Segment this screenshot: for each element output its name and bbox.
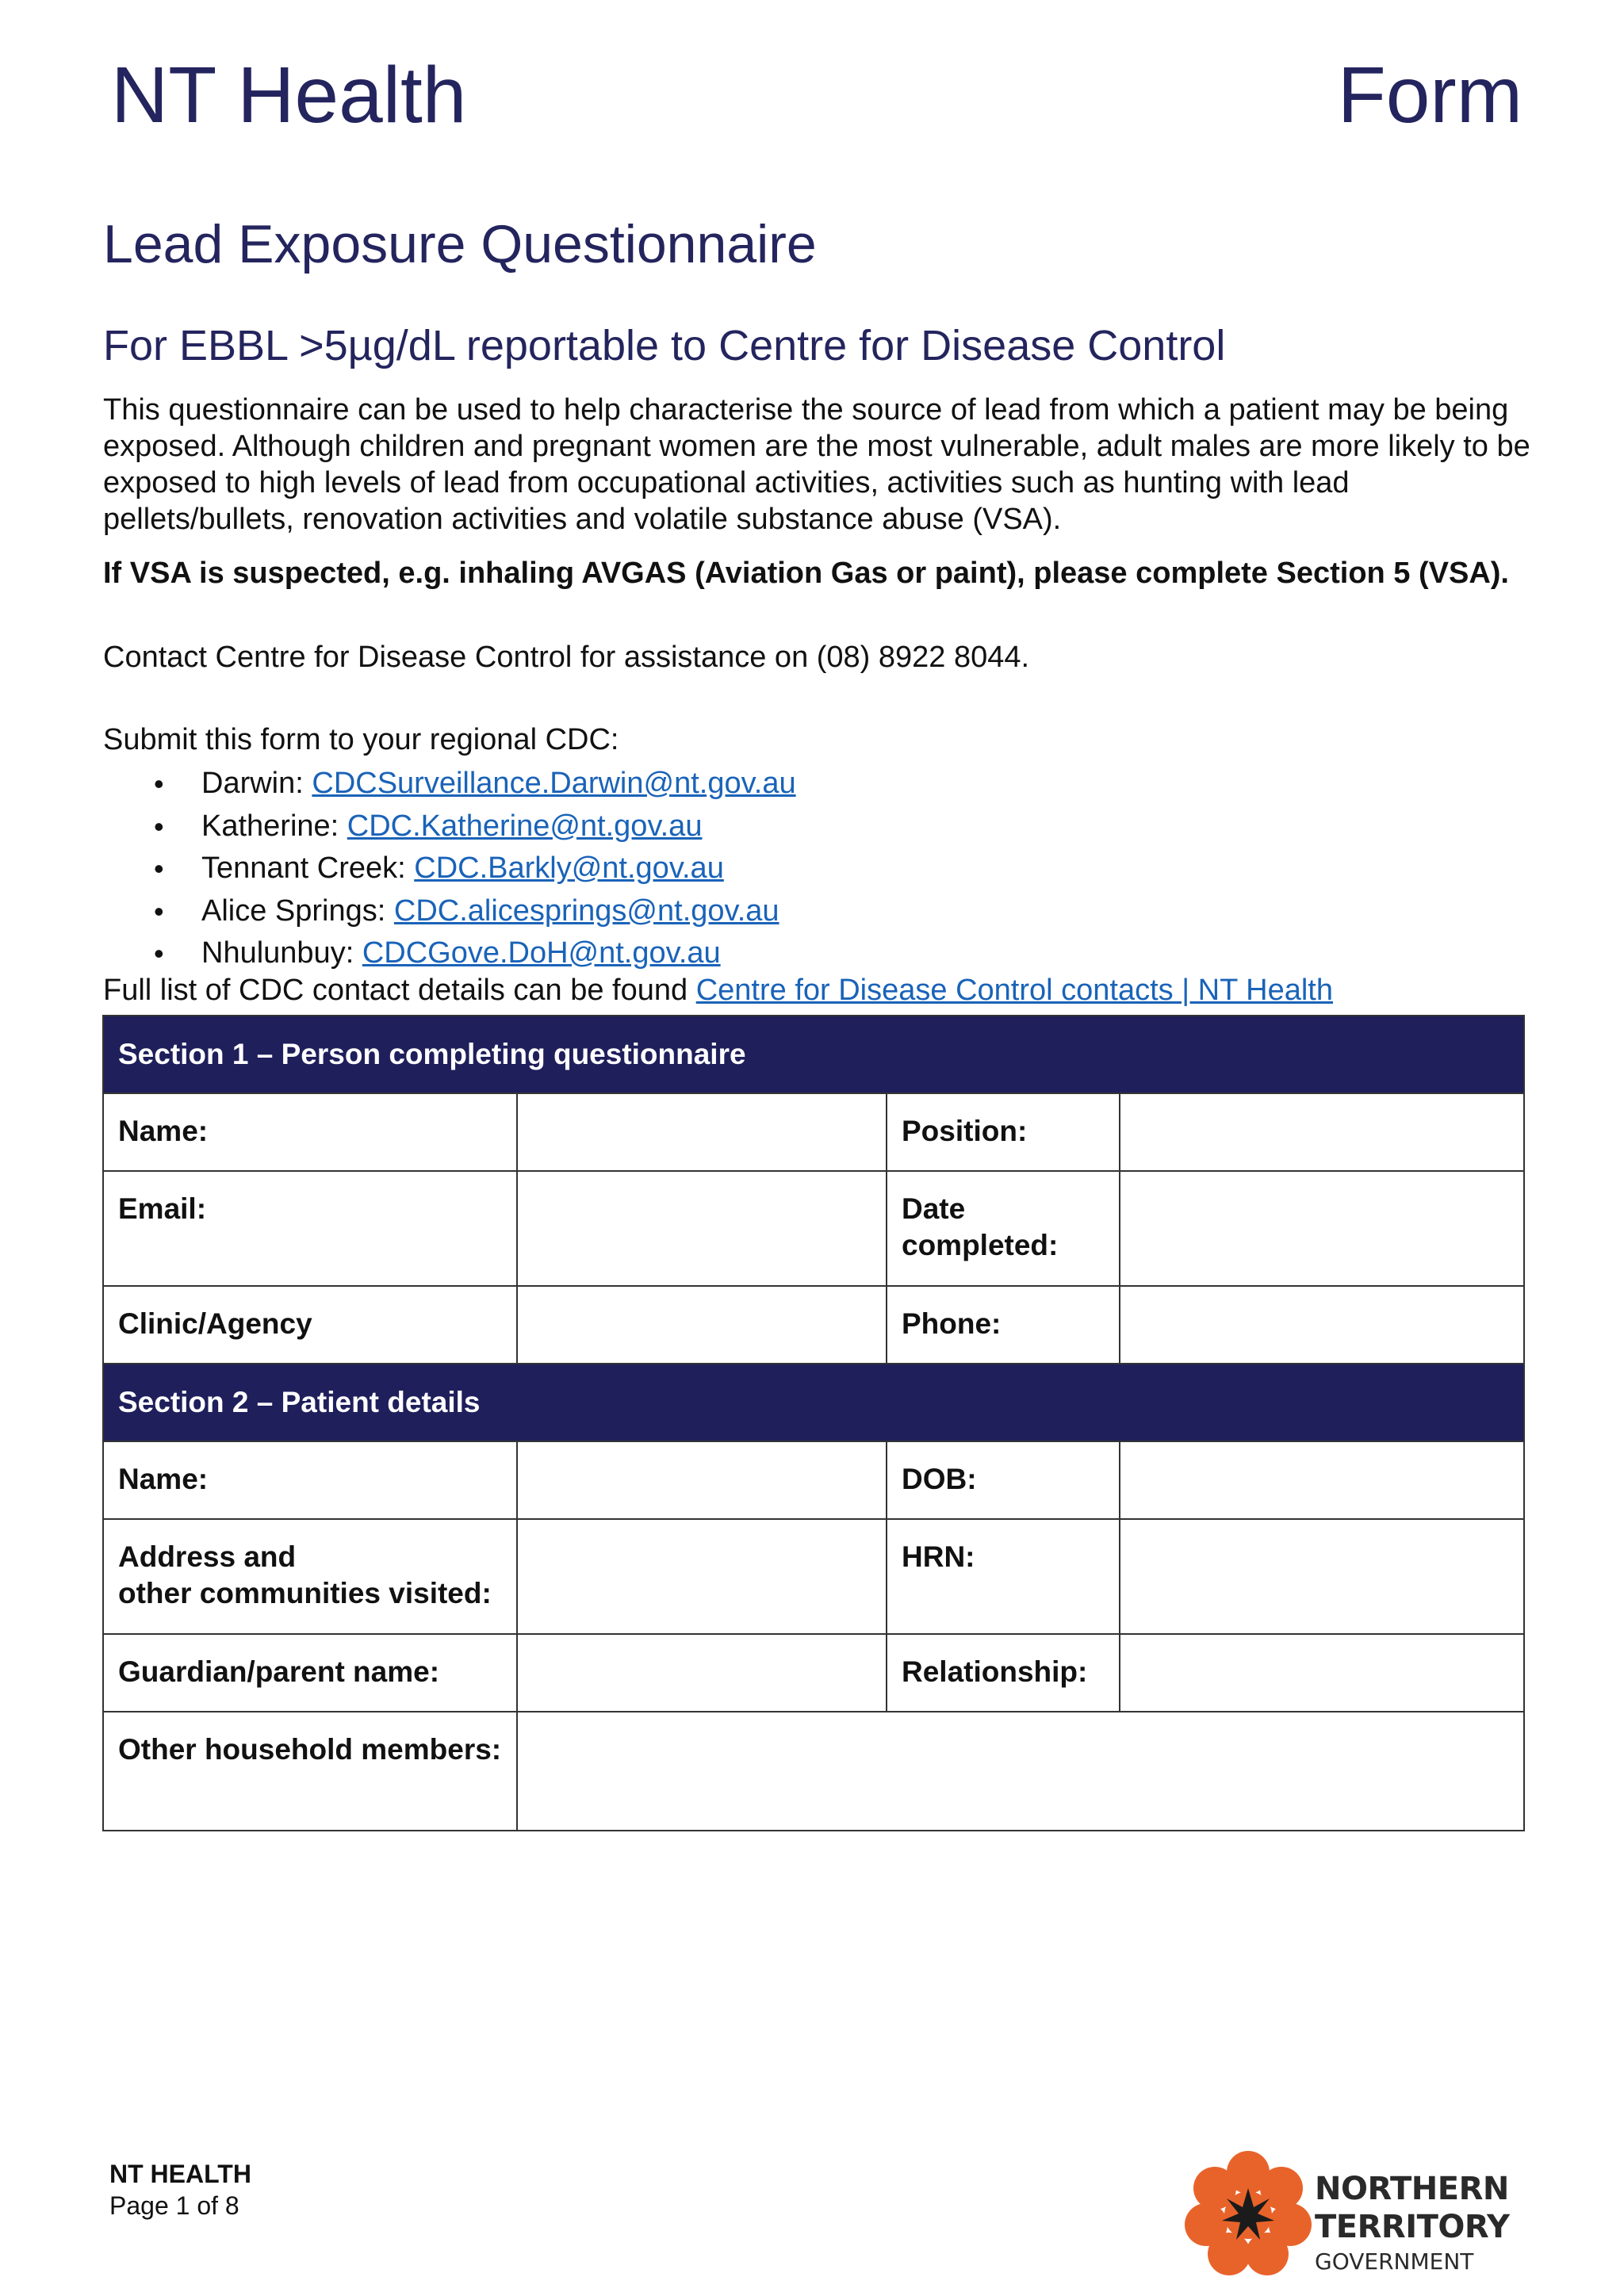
date-completed-field[interactable] [1120,1171,1524,1286]
completer-name-field[interactable] [517,1093,887,1171]
list-item [103,806,796,848]
region-label: Alice Springs: [201,894,394,928]
region-label: Nhulunbuy: [201,936,362,970]
header-org-title: NT Health [111,51,467,140]
contact-text: Contact Centre for Disease Control for assistance on (08) 8922 8044. [103,641,1030,674]
logo-text-line1: NORTHERN [1315,2171,1509,2207]
desert-rose-icon [1182,2147,1315,2280]
address-field[interactable] [517,1519,887,1634]
patient-name-label: Name: [103,1441,517,1519]
questionnaire-form-table [102,1015,1525,1831]
email-link[interactable]: CDCSurveillance.Darwin@nt.gov.au [312,767,796,800]
page-number: Page 1 of 8 [109,2191,239,2220]
email-field[interactable] [517,1171,887,1286]
region-label: Katherine: [201,809,347,843]
phone-label: Phone: [887,1286,1120,1364]
region-label: Tennant Creek: [201,851,415,885]
patient-name-field[interactable] [517,1441,887,1519]
hrn-field[interactable] [1120,1519,1524,1634]
address-label-line2: other communities visited: [118,1577,492,1609]
guardian-name-field[interactable] [517,1634,887,1712]
date-completed-label: Date completed: [887,1171,1120,1286]
address-label [103,1519,517,1634]
phone-field[interactable] [1120,1286,1524,1364]
logo-text-line3: GOVERNMENT [1315,2248,1474,2275]
clinic-agency-label: Clinic/Agency [103,1286,517,1364]
section1-heading: Section 1 – Person completing questionnaire [103,1016,1524,1093]
intro-paragraph: This questionnaire can be used to help characterise the source of lead from which a patient may be being exposed. Although children and pregnant women are the most vulnerable, adult males are more likely to be exposed to high levels of lead from occupational activities, activities such as hunting with lead pellets/bullets, renovation activities and volatile substance abuse (VSA). [103,393,1530,536]
list-item [103,763,796,806]
full-list-text [103,972,1530,1008]
dob-field[interactable] [1120,1441,1524,1519]
region-label: Darwin: [201,767,312,800]
logo-text-line2: TERRITORY [1315,2209,1510,2245]
full-list-label: Full list of CDC contact details can be found [103,974,696,1007]
page-subtitle: For EBBL >5µg/dL reportable to Centre for Disease Control [103,322,1226,369]
address-label-line1: Address and [118,1540,297,1573]
hrn-label: HRN: [887,1519,1120,1634]
clinic-agency-field[interactable] [517,1286,887,1364]
list-item [103,890,796,933]
household-members-field[interactable] [517,1712,1524,1831]
submit-intro: Submit this form to your regional CDC: [103,723,619,756]
header-doc-type: Form [1337,51,1522,140]
email-link[interactable]: CDC.alicesprings@nt.gov.au [393,894,779,928]
page-title: Lead Exposure Questionnaire [103,214,817,274]
nt-government-logo [1182,2147,1530,2296]
section2-heading: Section 2 – Patient details [103,1364,1524,1441]
list-item [103,932,796,975]
position-field[interactable] [1120,1093,1524,1171]
list-item [103,848,796,890]
completer-name-label: Name: [103,1093,517,1171]
position-label: Position: [887,1093,1120,1171]
vsa-note: If VSA is suspected, e.g. inhaling AVGAS (Aviation Gas or paint), please complete Section 5 (VSA). [103,557,1509,590]
cdc-contact-list [103,763,796,975]
relationship-label: Relationship: [887,1634,1120,1712]
dob-label: DOB: [887,1441,1120,1519]
relationship-field[interactable] [1120,1634,1524,1712]
email-link[interactable]: CDC.Barkly@nt.gov.au [414,851,724,885]
email-label: Email: [103,1171,517,1286]
household-members-label: Other household members: [103,1712,517,1831]
email-link[interactable]: CDC.Katherine@nt.gov.au [347,809,703,843]
cdc-contacts-link[interactable]: Centre for Disease Control contacts | NT Health [695,974,1333,1007]
guardian-name-label: Guardian/parent name: [103,1634,517,1712]
footer-org: NT HEALTH [109,2160,251,2188]
email-link[interactable]: CDCGove.DoH@nt.gov.au [362,936,721,970]
